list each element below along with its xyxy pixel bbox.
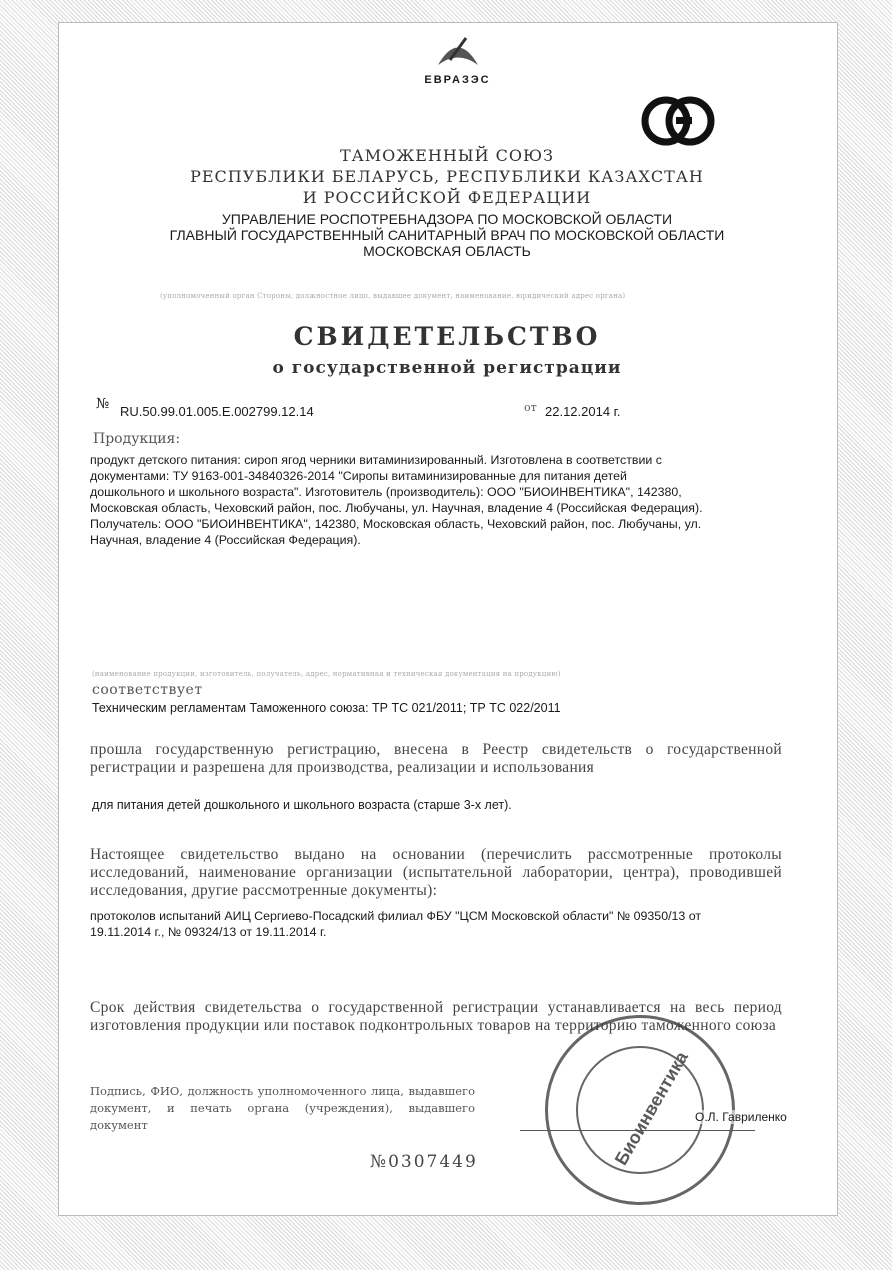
issuing-authority-2: ГЛАВНЫЙ ГОСУДАРСТВЕННЫЙ САНИТАРНЫЙ ВРАЧ ПО МОСКОВСКОЙ ОБЛАСТИ (169, 227, 725, 243)
usage-scope: для питания детей дошкольного и школьного возраста (старше 3-х лет). (92, 798, 512, 812)
product-line: Научная, владение 4 (Российская Федерация). (90, 533, 361, 547)
product-line: Получатель: ООО "БИОИНВЕНТИКА", 142380, Московская область, Чеховский район, пос. Любучаны, ул. (90, 517, 702, 531)
basis-line: 19.11.2014 г., № 09324/13 от 19.11.2014 г. (90, 925, 327, 939)
issuing-authority-1: УПРАВЛЕНИЕ РОСПОТРЕБНАДЗОРА ПО МОСКОВСКОЙ ОБЛАСТИ (221, 211, 673, 227)
eurasec-text: ЕВРАЗЭС (424, 74, 491, 86)
eagle-icon (428, 30, 488, 70)
header-line-2: РЕСПУБЛИКИ БЕЛАРУСЬ, РЕСПУБЛИКИ КАЗАХСТАН (190, 167, 704, 186)
basis-line: протоколов испытаний АИЦ Сергиево-Посадский филиал ФБУ "ЦСМ Московской области" № 09350/13 от (90, 909, 702, 923)
certificate-date: 22.12.2014 г. (545, 404, 621, 419)
conforms-label: соответствует (92, 682, 203, 698)
stamp-text: Биоинвентика (610, 1048, 692, 1169)
product-description (90, 452, 790, 548)
technical-regulations: Техническим регламентам Таможенного союза: ТР ТС 021/2011; ТР ТС 022/2011 (92, 701, 561, 715)
validity-statement: Срок действия свидетельства о государственной регистрации устанавливается на весь период изготовления продукции или поставок подконтрольных товаров на территорию таможенного союза (90, 999, 782, 1034)
product-line: Московская область, Чеховский район, пос. Любучаны, ул. Научная, владение 4 (Российская Федерация). (90, 501, 703, 515)
date-label: от (524, 401, 537, 414)
product-line: продукт детского питания: сироп ягод черники витаминизированный. Изготовлена в соответствии с (90, 453, 662, 467)
signature-label: Подпись, ФИО, должность уполномоченного лица, выдавшего документ, и печать органа (учреждения), выдавшего документ (90, 1084, 475, 1132)
issuing-authority-3: МОСКОВСКАЯ ОБЛАСТЬ (363, 243, 531, 259)
signature-line (520, 1130, 755, 1131)
product-hint: (наименование продукции, изготовитель, получатель, адрес, нормативная и техническая документация на продукцию) (92, 670, 561, 678)
document-subtitle: о государственной регистрации (272, 358, 622, 378)
product-label: Продукция: (93, 431, 181, 447)
conformity-mark-icon (640, 95, 716, 152)
product-line: дошкольного и школьного возраста". Изготовитель (производитель): ООО "БИОИНВЕНТИКА", 142380, (90, 485, 682, 499)
product-line: документами: ТУ 9163-001-34840326-2014 "Сиропы витаминизированные для питания детей (90, 469, 627, 483)
eurasec-logo (405, 30, 510, 90)
form-number: №0307449 (370, 1152, 478, 1172)
header-line-3: И РОССИЙСКОЙ ФЕДЕРАЦИИ (302, 188, 592, 207)
document-title: СВИДЕТЕЛЬСТВО (293, 322, 601, 351)
number-label: № (96, 396, 110, 412)
signer-name: О.Л. Гавриленко (695, 1110, 787, 1124)
basis-protocols (90, 908, 790, 940)
certificate-number: RU.50.99.01.005.Е.002799.12.14 (120, 404, 314, 419)
registration-statement: прошла государственную регистрацию, внесена в Реестр свидетельств о государственной регистрации и разрешена для производства, реализации и использования (90, 741, 782, 776)
header-line-1: ТАМОЖЕННЫЙ СОЮЗ (339, 146, 555, 165)
authority-hint: (уполномоченный орган Стороны, должностное лицо, выдавшее документ, наименование, юридический адрес органа) (160, 292, 626, 300)
basis-label: Настоящее свидетельство выдано на основании (перечислить рассмотренные протоколы исследований, наименование организации (испытательной лаборатории, центра), проводившей исследования, другие рассмотренные документы): (90, 846, 782, 899)
